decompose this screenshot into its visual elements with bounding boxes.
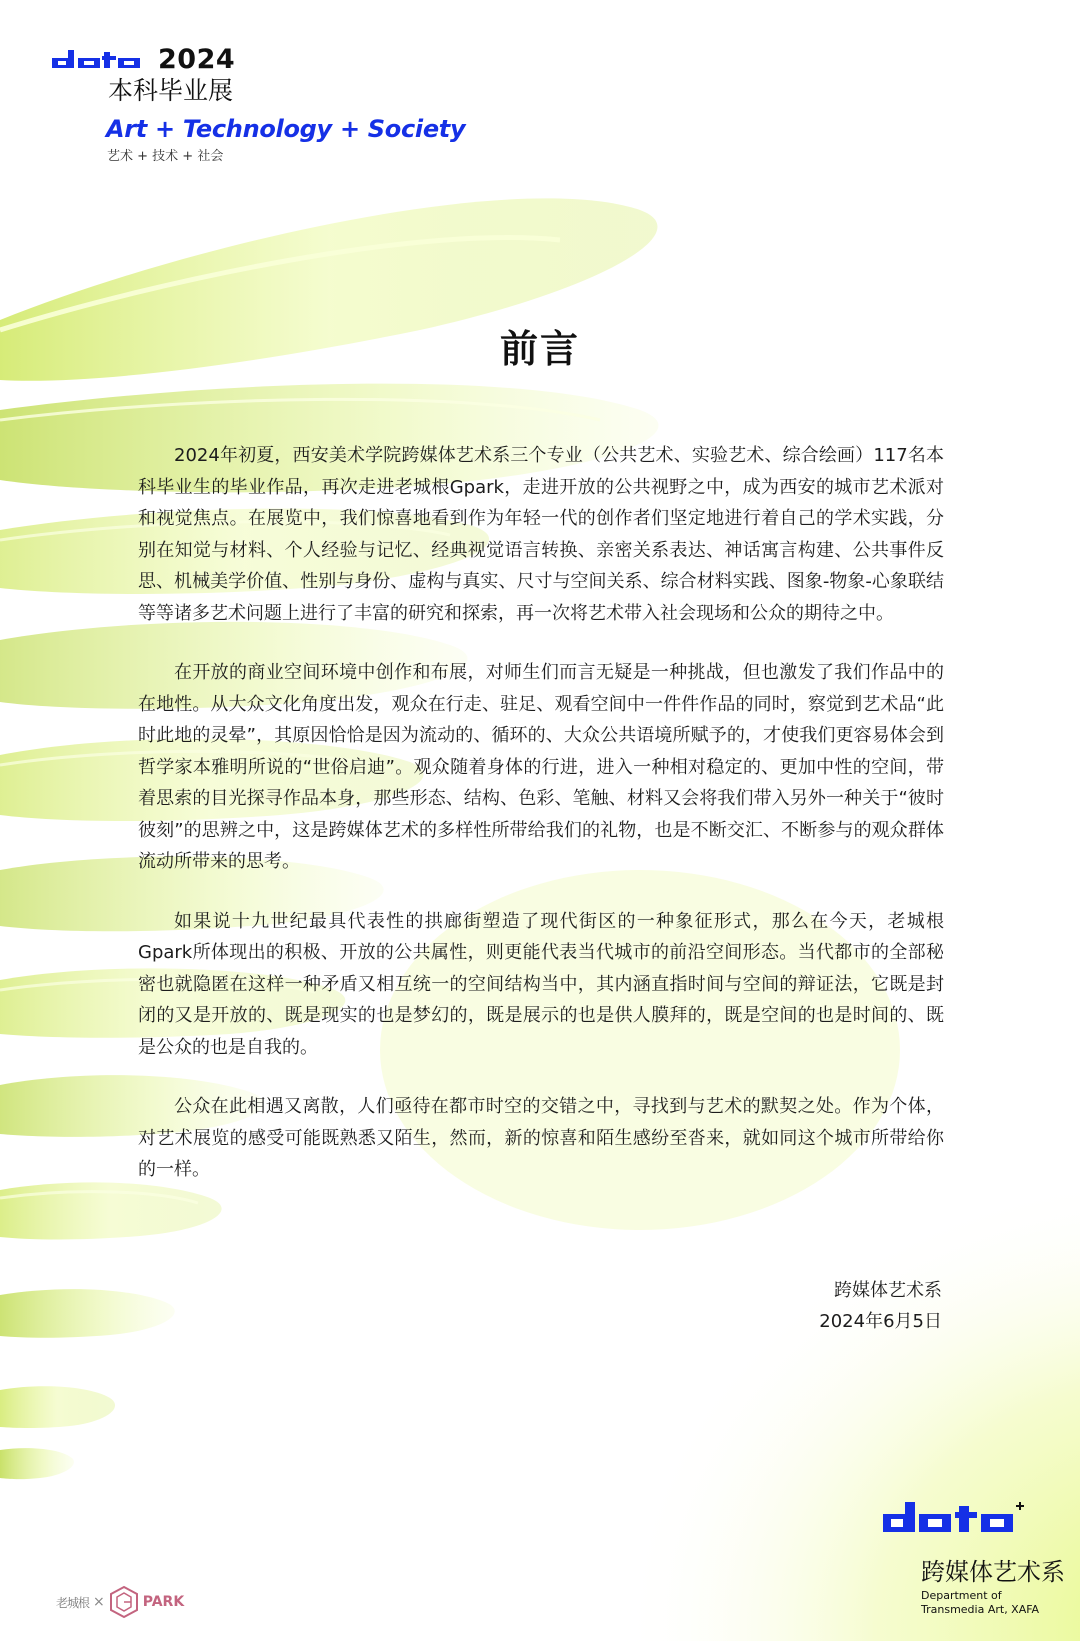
preface-body <box>138 440 944 1214</box>
signature-date: 2024年6月5日 <box>819 1311 942 1332</box>
department-name-cn: 跨媒体艺术系 <box>921 1558 1065 1586</box>
slogan: Art + Technology + Society <box>106 115 466 143</box>
paragraph-3: 如果说十九世纪最具代表性的拱廊街塑造了现代街区的一种象征形式，那么在今天，老城根Gpark所体现出的积极、开放的公共属性，则更能代表当代城市的前沿空间形态。当代都市的全部秘密也就隐匿在这样一种矛盾又相互统一的空间结构当中，其内涵直指时间与空间的辩证法，它既是封闭的又是开放的、既是现实的也是梦幻的，既是展示的也是供人膜拜的，既是空间的也是时间的、既是公众的也是自我的。 <box>138 910 944 1058</box>
slogan-cn: 艺术 + 技术 + 社会 <box>107 149 224 164</box>
partner-separator: × <box>93 1594 105 1610</box>
exhibition-logo <box>52 44 465 164</box>
paragraph-2: 在开放的商业空间环境中创作和布展，对师生们而言无疑是一种挑战，但也激发了我们作品中的在地性。从大众文化角度出发，观众在行走、驻足、观看空间中一件件作品的同时，察觉到艺术品“此时此地的灵晕”，其原因恰恰是因为流动的、循环的、大众公共语境所赋予的，才使我们更容易体会到哲学家本雅明所说的“世俗启迪”。观众随着身体的行进，进入一种相对稳定的、更加中性的空间，带着思索的目光探寻作品本身，那些形态、结构、色彩、笔触、材料又会将我们带入另外一种关于“彼时彼刻”的思辨之中，这是跨媒体艺术的多样性所带给我们的礼物，也是不断交汇、不断参与的观众群体流动所带来的思考。 <box>138 662 944 872</box>
exhibition-year: 2024 <box>158 44 236 75</box>
signature <box>819 1275 942 1337</box>
paragraph-1: 2024年初夏，西安美术学院跨媒体艺术系三个专业（公共艺术、实验艺术、综合绘画）117名本科毕业生的毕业作品，再次走进老城根Gpark，走进开放的公共视野之中，成为西安的城市艺术派对和视觉焦点。在展览中，我们惊喜地看到作为年轻一代的创作者们坚定地进行着自己的学术实践，分别在知觉与材料、个人经验与记忆、经典视觉语言转换、亲密关系表达、神话寓言构建、公共事件反思、机械美学价值、性别与身份、虚构与真实、尺寸与空间关系、综合材料实践、图象-物象-心象联结等等诸多艺术问题上进行了丰富的研究和探索，再一次将艺术带入社会现场和公众的期待之中。 <box>138 445 944 624</box>
paragraph-4: 公众在此相遇又离散，人们亟待在都市时空的交错之中，寻找到与艺术的默契之处。作为个体，对艺术展览的感受可能既熟悉又陌生，然而，新的惊喜和陌生感纷至沓来，就如同这个城市所带给你的一样。 <box>138 1096 944 1180</box>
exhibition-title: 本科毕业展 <box>108 76 234 105</box>
department-logo <box>883 1500 1065 1617</box>
doto-logo-icon <box>883 1500 1033 1540</box>
partner-logos <box>56 1585 184 1619</box>
page-title: 前言 <box>499 327 580 371</box>
gpark-logo-icon <box>109 1585 139 1619</box>
signature-org: 跨媒体艺术系 <box>834 1280 942 1301</box>
doto-logo-icon <box>52 48 152 72</box>
partner-laochenggen: 老城根 <box>56 1595 90 1610</box>
department-name-en: Department of Transmedia Art, XAFA <box>921 1589 1040 1616</box>
partner-gpark: PARK <box>142 1594 185 1610</box>
